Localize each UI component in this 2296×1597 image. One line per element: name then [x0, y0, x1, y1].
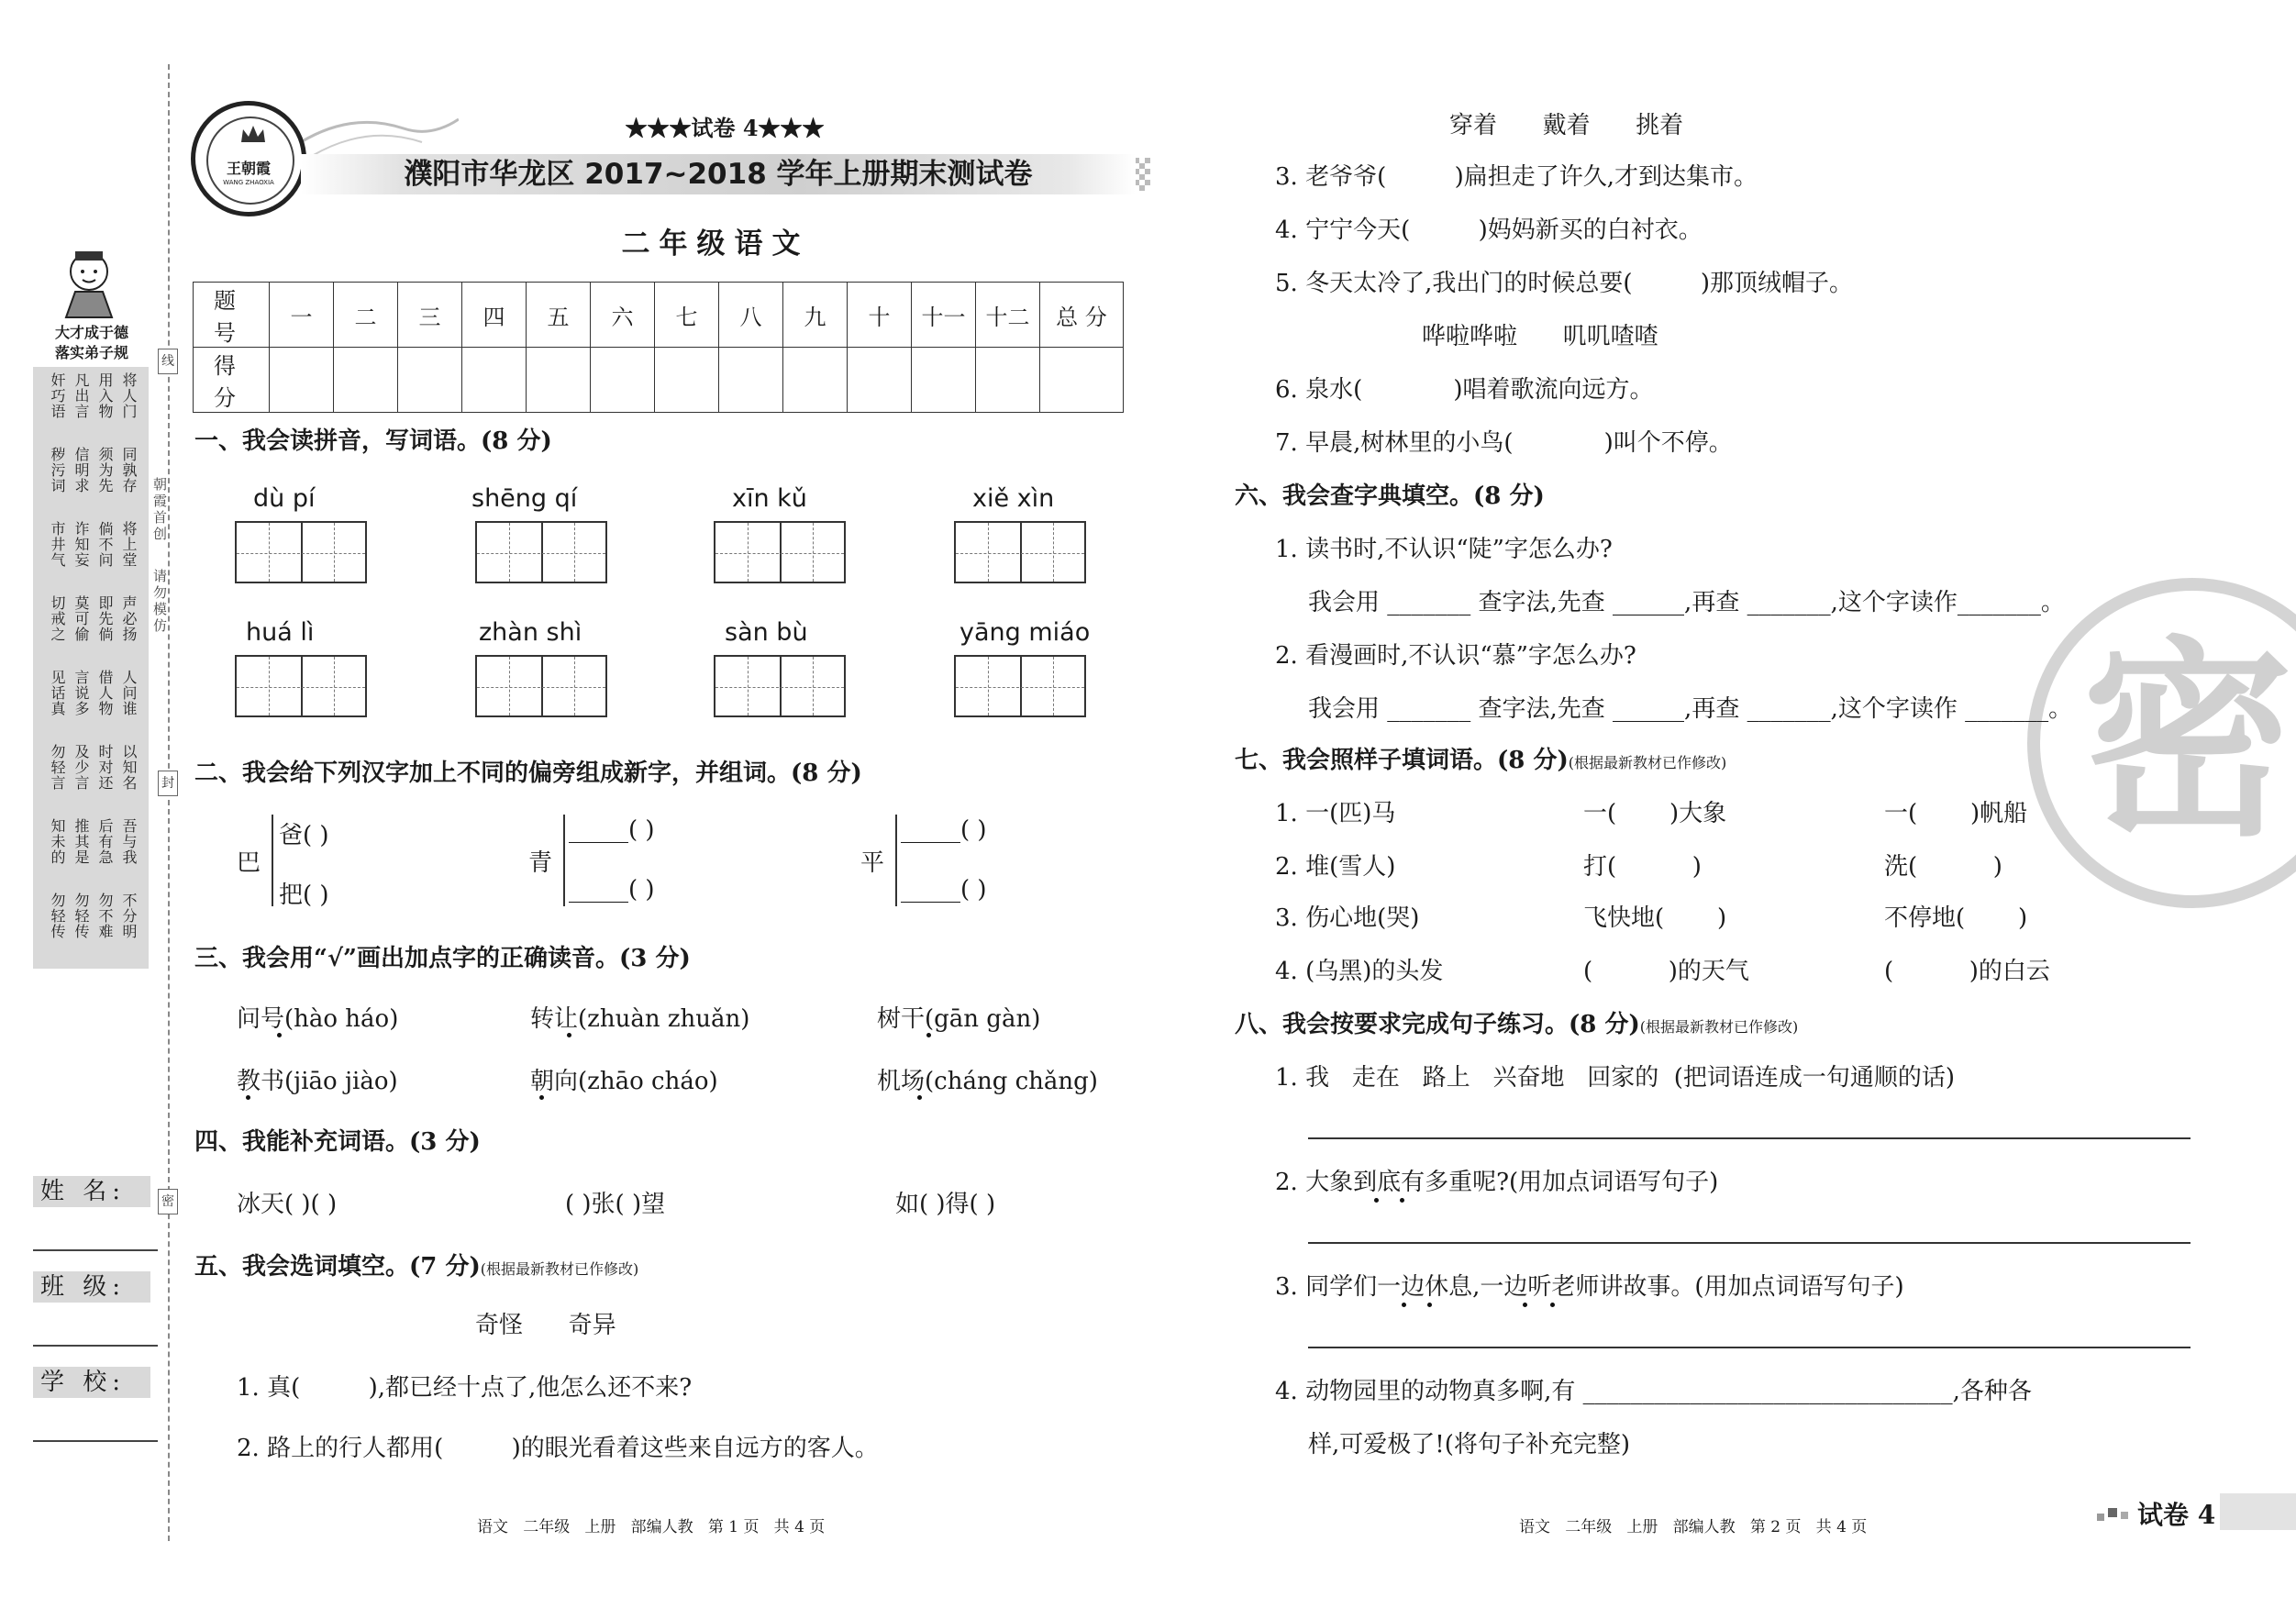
q2-base-char: 平	[860, 849, 885, 877]
q7-title-text: 七、我会照样子填词语。(8 分)	[1235, 747, 1569, 774]
poem-column: 即先倘	[96, 595, 114, 642]
q3-item[interactable]: 树干(gān gàn)	[877, 1005, 1041, 1033]
name-label: 姓 名:	[33, 1176, 150, 1207]
emphasis-dot	[926, 1033, 931, 1037]
fold-mark-line: 线	[158, 349, 178, 374]
answer-line[interactable]	[1308, 1137, 2191, 1139]
score-table-score-row	[194, 348, 1124, 413]
q7-cell[interactable]: ( )的白云	[1884, 958, 2050, 985]
poem-column: 切戒之	[49, 595, 66, 642]
poem-column: 将上堂	[120, 521, 138, 568]
q5-title	[194, 1248, 638, 1281]
score-cell[interactable]	[270, 348, 334, 413]
pinyin: huá lì	[246, 618, 315, 647]
q3-item[interactable]: 朝向(zhāo cháo)	[530, 1068, 718, 1095]
logo-small-text: WANG ZHAOXIA	[223, 179, 274, 186]
writing-grid[interactable]	[954, 521, 1086, 583]
q7-cell[interactable]: ( )的天气	[1583, 958, 1749, 985]
copyright-vertical-1: 朝霞首创	[151, 477, 168, 543]
poem-panel	[33, 367, 149, 969]
exam-subtitle: 二年级语文	[621, 227, 810, 261]
poem-column: 莫可偷	[72, 595, 90, 642]
school-field[interactable]	[33, 1440, 158, 1442]
q7-cell: 2. 堆(雪人)	[1275, 853, 1396, 881]
poem-column: 须为先	[96, 447, 114, 494]
crown-icon	[239, 124, 267, 144]
q7-cell[interactable]: 不停地( )	[1884, 904, 2028, 932]
emphasis-dot	[539, 1095, 544, 1100]
poem-column: 及少言	[72, 744, 90, 791]
q2-answer-row[interactable]: 爸( )	[279, 822, 329, 849]
q5-line[interactable]: 4. 宁宁今天( )妈妈新买的白衬衣。	[1275, 216, 1703, 244]
q3-title: 三、我会用“√”画出加点字的正确读音。(3 分)	[194, 945, 691, 972]
writing-grid[interactable]	[235, 521, 367, 583]
score-cell[interactable]	[719, 348, 783, 413]
corner-squares-decoration	[2097, 1504, 2134, 1523]
poem-column: 以知名	[120, 744, 138, 791]
pinyin: dù pí	[253, 484, 316, 513]
school-label: 学 校:	[33, 1367, 150, 1398]
poem-column: 市井气	[49, 521, 66, 568]
q2-brace	[895, 815, 897, 906]
poem-column: 知未的	[49, 818, 66, 865]
q8-line[interactable]: 4. 动物园里的动物真多啊,有 _______________________________,各种各	[1275, 1378, 2032, 1405]
q7-cell[interactable]: 飞快地( )	[1583, 904, 1727, 932]
score-header-cell: 六	[591, 283, 655, 348]
q2-base-char: 青	[528, 849, 553, 877]
paper-number-corner: 试卷 4	[2137, 1500, 2216, 1530]
q8-line: 样,可爱极了!(将句子补充完整)	[1308, 1431, 1631, 1458]
q4-item[interactable]: 如( )得( )	[895, 1191, 996, 1218]
score-header-cell: 二	[334, 283, 398, 348]
q7-cell[interactable]: 洗( )	[1884, 853, 2002, 881]
q6-line[interactable]: 我会用 _______ 查字法,先查 ______,再查 _______,这个字读作_______。	[1308, 589, 2065, 616]
score-header-cell: 九	[783, 283, 848, 348]
score-header-cell: 十一	[912, 283, 976, 348]
score-row-label: 得 分	[194, 348, 270, 413]
q5-line[interactable]: 3. 老爷爷( )扁担走了许久,才到达集市。	[1275, 163, 1758, 191]
q4-item[interactable]: 冰天( )( )	[237, 1191, 338, 1218]
answer-line[interactable]	[1308, 1347, 2191, 1348]
logo-text: 王朝霞	[226, 160, 271, 177]
emphasis-dot	[1550, 1303, 1555, 1307]
poem-column: 借人物	[96, 670, 114, 716]
q7-title	[1235, 741, 1726, 775]
paper-label: ★★★试卷 4★★★	[625, 115, 825, 141]
poem-column: 言说多	[72, 670, 90, 716]
q1-title: 一、我会读拼音，写词语。(8 分)	[194, 427, 552, 455]
score-header-cell: 题 号	[194, 283, 270, 348]
q2-answer-row[interactable]: _____( )	[901, 876, 987, 904]
fold-mark-secret: 密	[158, 1189, 178, 1214]
q2-title: 二、我会给下列汉字加上不同的偏旁组成新字，并组词。(8 分)	[194, 760, 862, 787]
poem-column: 勿轻传	[49, 893, 66, 939]
poem-column: 见话真	[49, 670, 66, 716]
class-field[interactable]	[33, 1345, 158, 1347]
score-cell[interactable]	[976, 348, 1040, 413]
q8-line: 2. 大象到底有多重呢?(用加点词语写句子)	[1275, 1169, 1719, 1196]
q2-answer-row[interactable]: 把( )	[279, 882, 329, 909]
q4-title: 四、我能补充词语。(3 分)	[194, 1128, 481, 1156]
q4-item[interactable]: ( )张( )望	[565, 1191, 666, 1218]
poem-column: 推其是	[72, 818, 90, 865]
pinyin: xiě xìn	[972, 484, 1055, 513]
poem-column: 奸巧语	[49, 372, 66, 419]
writing-grid[interactable]	[714, 521, 846, 583]
q6-line: 2. 看漫画时,不认识“慕”字怎么办?	[1275, 642, 1636, 670]
poem-column: 勿轻传	[72, 893, 90, 939]
q6-line: 1. 读书时,不认识“陡”字怎么办?	[1275, 536, 1613, 563]
q5-line[interactable]: 7. 早晨,树林里的小鸟( )叫个不停。	[1275, 429, 1733, 457]
score-cell[interactable]	[912, 348, 976, 413]
writing-grid[interactable]	[475, 655, 607, 717]
emphasis-dot	[917, 1095, 922, 1100]
score-header-cell: 十	[848, 283, 912, 348]
poem-column: 吾与我	[120, 818, 138, 865]
pinyin: zhàn shì	[479, 618, 582, 647]
score-header-cell: 八	[719, 283, 783, 348]
name-field[interactable]	[33, 1249, 158, 1251]
emphasis-dot	[1402, 1303, 1406, 1307]
q7-cell: 3. 伤心地(哭)	[1275, 904, 1420, 932]
score-header-cell: 十二	[976, 283, 1040, 348]
score-cell[interactable]	[398, 348, 462, 413]
score-cell[interactable]	[655, 348, 719, 413]
copyright-vertical-2: 请勿模仿	[151, 569, 168, 635]
poem-column: 信明求	[72, 447, 90, 494]
writing-grid[interactable]	[235, 655, 367, 717]
fold-mark-seal: 封	[158, 771, 178, 796]
q5-title-text: 五、我会选词填空。(7 分)	[194, 1253, 481, 1281]
q7-cell: 4. (乌黑)的头发	[1275, 958, 1444, 985]
poem-column: 时对还	[96, 744, 114, 791]
footer-right: 语文 二年级 上册 部编人教 第 2 页 共 4 页	[1519, 1518, 1868, 1536]
poem-column: 用入物	[96, 372, 114, 419]
q6-title: 六、我会查字典填空。(8 分)	[1235, 482, 1545, 510]
score-cell[interactable]	[1040, 348, 1124, 413]
q7-cell[interactable]: 一( )帆船	[1884, 800, 2028, 827]
q5-word-group-1: 奇怪 奇异	[475, 1312, 616, 1339]
footer-left: 语文 二年级 上册 部编人教 第 1 页 共 4 页	[477, 1518, 826, 1536]
pinyin: shēng qí	[471, 484, 578, 513]
emphasis-dot	[1374, 1198, 1379, 1203]
poem-column: 勿轻言	[49, 744, 66, 791]
q2-brace	[563, 815, 565, 906]
emphasis-dot	[1427, 1303, 1432, 1307]
score-table-header-row	[194, 283, 1124, 348]
q8-line: 1. 我 走在 路上 兴奋地 回家的 (把词语连成一句通顺的话)	[1275, 1064, 1956, 1092]
score-table	[193, 282, 1124, 413]
score-cell[interactable]	[591, 348, 655, 413]
publisher-logo	[191, 101, 306, 216]
q2-answer-row[interactable]: _____( )	[901, 816, 987, 844]
corner-bar	[2220, 1493, 2296, 1530]
writing-grid[interactable]	[954, 655, 1086, 717]
writing-grid[interactable]	[714, 655, 846, 717]
q5-line[interactable]: 1. 真( ),都已经十点了,他怎么还不来?	[237, 1374, 693, 1402]
emphasis-dot	[1523, 1303, 1527, 1307]
q7-note: (根据最新教材已作修改)	[1568, 754, 1727, 771]
q5-note: (根据最新教材已作修改)	[480, 1260, 639, 1278]
score-header-cell: 三	[398, 283, 462, 348]
poem-column: 倘不问	[96, 521, 114, 568]
score-cell[interactable]	[334, 348, 398, 413]
q3-item[interactable]: 教书(jiāo jiào)	[237, 1068, 398, 1095]
q2-brace	[272, 815, 273, 906]
pinyin: sàn bù	[725, 618, 808, 647]
score-cell[interactable]	[527, 348, 591, 413]
score-header-cell: 五	[527, 283, 591, 348]
fold-line	[168, 64, 170, 1541]
q6-line[interactable]: 我会用 _______ 查字法,先查 ______,再查 _______,这个字读作 _______。	[1308, 695, 2073, 723]
q8-title	[1235, 1005, 1798, 1039]
poem-column: 不分明	[120, 893, 138, 939]
q2-answer-row[interactable]: _____( )	[569, 876, 655, 904]
pinyin: yāng miáo	[959, 618, 1091, 647]
q3-item[interactable]: 机场(cháng chǎng)	[877, 1068, 1098, 1095]
q2-answer-row[interactable]: _____( )	[569, 816, 655, 844]
q7-cell[interactable]: 打( )	[1583, 853, 1702, 881]
pinyin: xīn kǔ	[732, 484, 807, 513]
poem-column: 秽污词	[49, 447, 66, 494]
score-header-cell: 七	[655, 283, 719, 348]
score-header-cell: 一	[270, 283, 334, 348]
score-cell[interactable]	[462, 348, 527, 413]
q5-word-group-2: 穿着 戴着 挑着	[1449, 112, 1684, 139]
answer-line[interactable]	[1308, 1242, 2191, 1244]
poem-column: 勿不难	[96, 893, 114, 939]
q3-item[interactable]: 问号(hào háo)	[237, 1005, 399, 1033]
motto-line-2: 落实弟子规	[54, 344, 128, 361]
class-label: 班 级:	[33, 1271, 150, 1303]
q2-base-char: 巴	[237, 849, 261, 877]
emphasis-dot	[277, 1033, 282, 1037]
poem-column: 将人门	[120, 372, 138, 419]
score-cell[interactable]	[783, 348, 848, 413]
exam-title: 濮阳市华龙区 2017~2018 学年上册期末测试卷	[404, 158, 1033, 191]
writing-grid[interactable]	[475, 521, 607, 583]
q8-title-text: 八、我会按要求完成句子练习。(8 分)	[1235, 1011, 1640, 1038]
poem-column: 后有急	[96, 818, 114, 865]
motto-line-1: 大才成于德	[54, 324, 128, 341]
q8-line: 3. 同学们一边休息,一边听老师讲故事。(用加点词语写句子)	[1275, 1273, 1904, 1301]
q5-line[interactable]: 2. 路上的行人都用( )的眼光看着这些来自远方的客人。	[237, 1435, 879, 1462]
secret-stamp-char: 密	[2082, 620, 2294, 865]
poem-column: 诈知妄	[72, 521, 90, 568]
emphasis-dot	[1400, 1198, 1404, 1203]
q5-line[interactable]: 6. 泉水( )唱着歌流向远方。	[1275, 376, 1654, 404]
poem-column: 声必扬	[120, 595, 138, 642]
poem-column: 凡出言	[72, 372, 90, 419]
poem-column: 人问谁	[120, 670, 138, 716]
score-header-cell: 四	[462, 283, 527, 348]
emphasis-dot	[246, 1095, 250, 1100]
q5-word-group-3: 哗啦哗啦 叽叽喳喳	[1422, 323, 1658, 350]
q7-cell: 1. 一(匹)马	[1275, 800, 1396, 827]
q7-cell[interactable]: 一( )大象	[1583, 800, 1727, 827]
poem-column: 同孰存	[120, 447, 138, 494]
score-header-cell: 总 分	[1040, 283, 1124, 348]
q5-line[interactable]: 5. 冬天太冷了,我出门的时候总要( )那顶绒帽子。	[1275, 270, 1854, 297]
cartoon-figure	[48, 246, 130, 319]
score-cell[interactable]	[848, 348, 912, 413]
q3-item[interactable]: 转让(zhuàn zhuǎn)	[530, 1005, 750, 1033]
q8-note: (根据最新教材已作修改)	[1639, 1018, 1799, 1036]
emphasis-dot	[567, 1033, 571, 1037]
